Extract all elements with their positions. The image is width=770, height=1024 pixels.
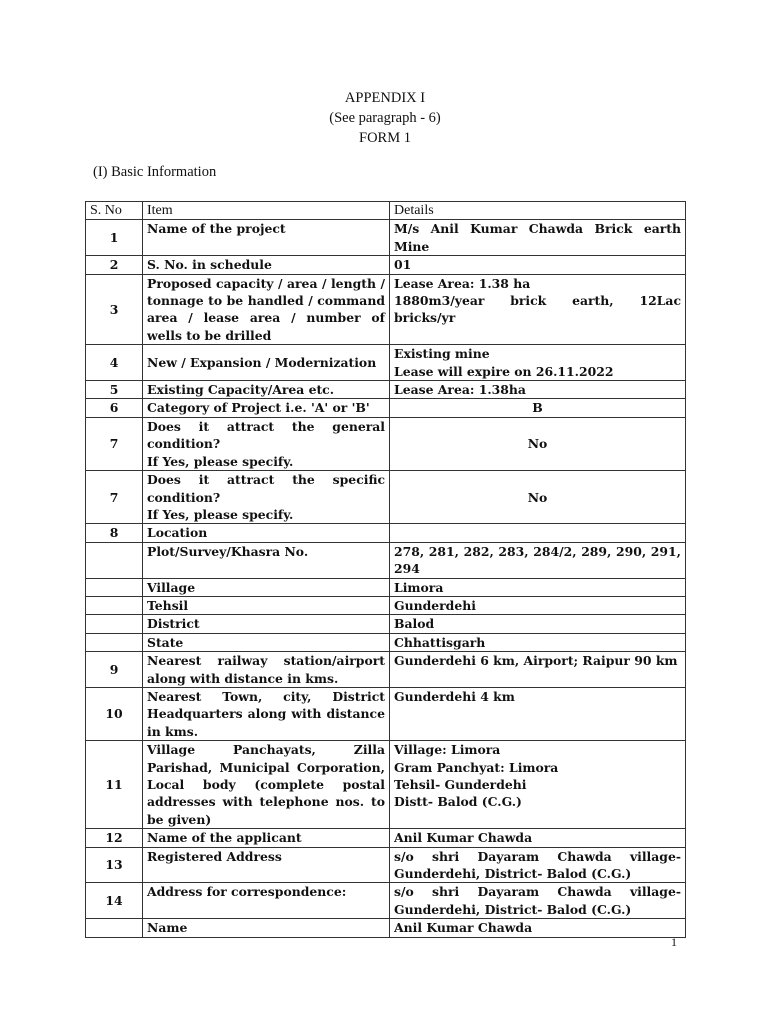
item-text-line: Proposed capacity / area / length / tonnage to be handled / command area / lease area / number of wells to be drilled <box>147 275 385 343</box>
row-details <box>390 381 686 399</box>
details-text-line: Anil Kumar Chawda <box>394 920 533 936</box>
row-details <box>390 847 686 883</box>
table-row <box>86 524 686 542</box>
row-details <box>390 417 686 470</box>
row-item <box>143 883 390 919</box>
row-serial-number: 9 <box>86 652 143 688</box>
row-item <box>143 829 390 847</box>
paragraph-reference: (See paragraph - 6) <box>329 110 441 126</box>
row-serial-number: 3 <box>86 274 143 345</box>
row-details <box>390 596 686 614</box>
row-details <box>390 829 686 847</box>
row-serial-number: 7 <box>86 471 143 524</box>
details-text-line: Anil Kumar Chawda <box>394 830 533 846</box>
row-details <box>390 399 686 417</box>
details-text-line: 1880m3/year brick earth, 12Lac bricks/yr <box>394 293 681 326</box>
details-text-line: 01 <box>394 257 412 273</box>
row-item <box>143 381 390 399</box>
item-text-line: If Yes, please specify. <box>147 453 294 469</box>
row-item <box>143 687 390 740</box>
row-serial-number: 11 <box>86 741 143 829</box>
table-row <box>86 741 686 829</box>
details-text-line: Gunderdehi 4 km <box>394 688 515 704</box>
row-serial-number: 8 <box>86 524 143 542</box>
item-text-line: Address for correspondence: <box>147 884 347 900</box>
row-details <box>390 345 686 381</box>
details-text-line: Limora <box>394 579 444 595</box>
row-details <box>390 256 686 274</box>
row-item <box>143 274 390 345</box>
row-serial-number: 7 <box>86 417 143 470</box>
details-text-line: Gram Panchyat: Limora <box>394 759 559 775</box>
row-serial-number: 5 <box>86 381 143 399</box>
table-row <box>86 596 686 614</box>
row-serial-number: 4 <box>86 345 143 381</box>
item-text-line: Plot/Survey/Khasra No. <box>147 543 309 559</box>
row-item <box>143 633 390 651</box>
details-text-line: Distt- Balod (C.G.) <box>394 794 522 810</box>
row-serial-number <box>86 633 143 651</box>
details-text-line: B <box>532 400 543 416</box>
row-serial-number <box>86 615 143 633</box>
details-text-line: Lease Area: 1.38ha <box>394 382 526 398</box>
row-serial-number: 14 <box>86 883 143 919</box>
column-header-sno: S. No <box>86 202 143 220</box>
form-title: FORM 1 <box>359 130 411 146</box>
row-details <box>390 615 686 633</box>
details-text-line: 278, 281, 282, 283, 284/2, 289, 290, 291, 294 <box>394 543 681 577</box>
row-item <box>143 652 390 688</box>
row-serial-number <box>86 578 143 596</box>
item-text-line: Village Panchayats, Zilla Parishad, Municipal Corporation, Local body (complete postal addresses with telephone nos. to be given) <box>147 742 385 827</box>
details-text-line: Gunderdehi <box>394 597 476 613</box>
table-row <box>86 417 686 470</box>
row-details <box>390 542 686 578</box>
item-text-line: S. No. in schedule <box>147 257 272 273</box>
row-details <box>390 687 686 740</box>
details-text-line: s/o shri Dayaram Chawda village-Gunderdehi, District- Balod (C.G.) <box>394 848 681 882</box>
table-row <box>86 256 686 274</box>
item-text-line: Name of the project <box>147 221 286 237</box>
row-details <box>390 471 686 524</box>
table-row <box>86 274 686 345</box>
form-header <box>0 88 770 148</box>
row-details <box>390 578 686 596</box>
section-title: (I) Basic Information <box>93 164 217 180</box>
row-details <box>390 883 686 919</box>
item-text-line: State <box>147 634 184 650</box>
row-details <box>390 919 686 937</box>
row-serial-number: 2 <box>86 256 143 274</box>
table-row <box>86 220 686 256</box>
item-text-line: Category of Project i.e. 'A' or 'B' <box>147 400 370 416</box>
row-item <box>143 471 390 524</box>
row-item <box>143 847 390 883</box>
item-text-line: District <box>147 616 200 632</box>
details-text-line: Chhattisgarh <box>394 634 486 650</box>
row-details <box>390 741 686 829</box>
details-text-line: Lease will expire on 26.11.2022 <box>394 363 614 379</box>
row-item <box>143 399 390 417</box>
row-serial-number: 1 <box>86 220 143 256</box>
row-serial-number <box>86 596 143 614</box>
item-text-line: Registered Address <box>147 848 282 864</box>
row-details <box>390 274 686 345</box>
item-text-line: If Yes, please specify. <box>147 506 294 522</box>
item-text-line: Location <box>147 525 208 541</box>
details-text-line <box>394 524 681 541</box>
table-header-row <box>86 202 686 220</box>
details-text-line: Existing mine <box>394 346 490 362</box>
details-text-line: M/s Anil Kumar Chawda Brick earth Mine <box>394 221 681 254</box>
column-header-details: Details <box>390 202 686 220</box>
item-text-line: Nearest railway station/airport along with distance in kms. <box>147 653 385 686</box>
page-number: 1 <box>671 935 677 949</box>
table-row <box>86 471 686 524</box>
details-text-line: Balod <box>394 616 435 632</box>
table-row <box>86 578 686 596</box>
table-row <box>86 615 686 633</box>
table-row <box>86 399 686 417</box>
row-item <box>143 220 390 256</box>
details-text-line: Tehsil- Gunderdehi <box>394 777 527 792</box>
item-text-line: Does it attract the general condition? <box>147 418 385 452</box>
row-item <box>143 578 390 596</box>
details-text-line: Village: Limora <box>394 742 501 758</box>
column-header-item: Item <box>143 202 390 220</box>
details-text-line: No <box>527 436 548 452</box>
row-details <box>390 652 686 688</box>
item-text-line: Tehsil <box>147 597 189 613</box>
row-item <box>143 256 390 274</box>
table-row <box>86 633 686 651</box>
row-serial-number <box>86 542 143 578</box>
row-item <box>143 542 390 578</box>
item-text-line: Nearest Town, city, District Headquarters along with distance in kms. <box>147 688 385 739</box>
table-row <box>86 381 686 399</box>
row-serial-number: 13 <box>86 847 143 883</box>
table-row <box>86 919 686 937</box>
row-item <box>143 345 390 381</box>
row-serial-number: 12 <box>86 829 143 847</box>
details-text-line: Gunderdehi 6 km, Airport; Raipur 90 km <box>394 653 678 669</box>
row-item <box>143 524 390 542</box>
item-text-line: Existing Capacity/Area etc. <box>147 382 335 398</box>
table-row <box>86 652 686 688</box>
row-item <box>143 741 390 829</box>
basic-information-table <box>85 201 686 938</box>
table-row <box>86 687 686 740</box>
row-details <box>390 220 686 256</box>
table-row <box>86 847 686 883</box>
details-text-line: No <box>527 489 548 505</box>
appendix-title: APPENDIX I <box>344 90 426 106</box>
item-text-line: Name <box>147 920 188 936</box>
row-serial-number: 10 <box>86 687 143 740</box>
row-details <box>390 524 686 542</box>
row-details <box>390 633 686 651</box>
row-serial-number <box>86 919 143 937</box>
row-item <box>143 417 390 470</box>
item-text-line: Name of the applicant <box>147 830 302 846</box>
details-text-line: s/o shri Dayaram Chawda village-Gunderdehi, District- Balod (C.G.) <box>394 884 681 917</box>
table-row <box>86 542 686 578</box>
table-row <box>86 829 686 847</box>
item-text-line: Village <box>147 579 196 595</box>
row-item <box>143 615 390 633</box>
row-item <box>143 596 390 614</box>
table-row <box>86 883 686 919</box>
item-text-line: Does it attract the specific condition? <box>147 472 385 505</box>
row-item <box>143 919 390 937</box>
row-serial-number: 6 <box>86 399 143 417</box>
details-text-line: Lease Area: 1.38 ha <box>394 275 531 291</box>
table-row <box>86 345 686 381</box>
item-text-line: New / Expansion / Modernization <box>147 354 377 370</box>
